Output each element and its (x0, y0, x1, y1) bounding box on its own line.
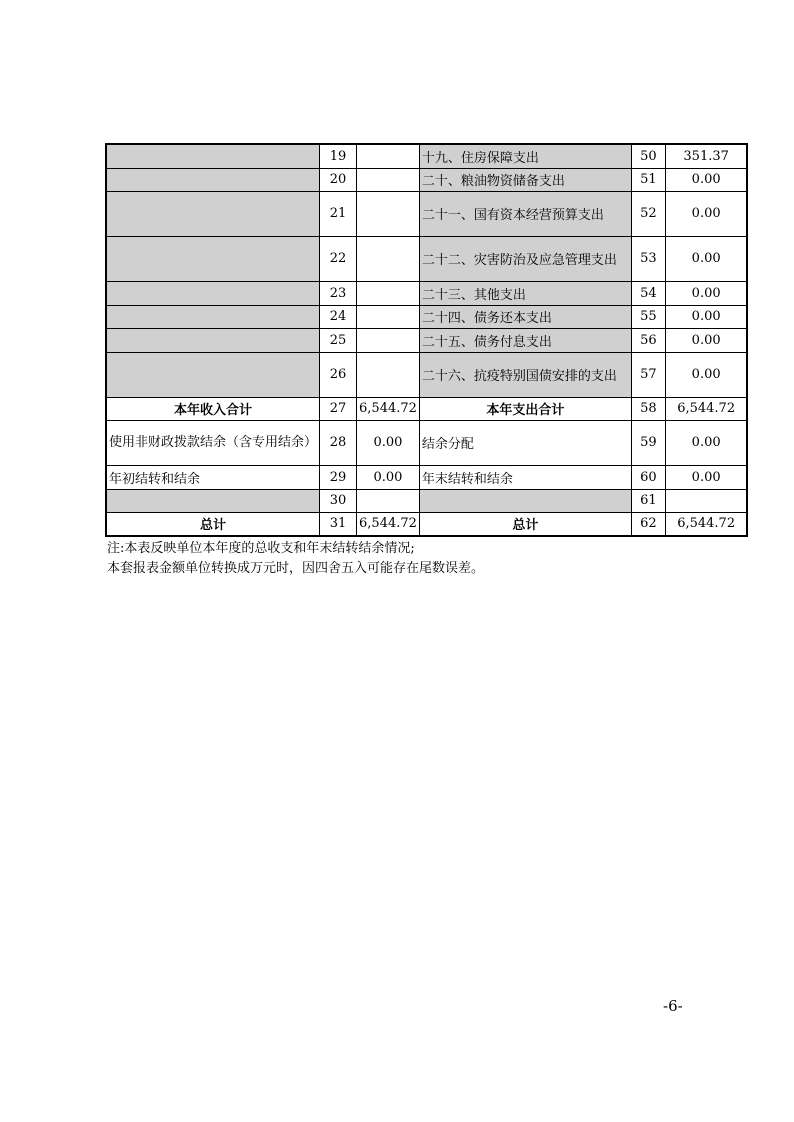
income-amount: 0.00 (357, 420, 420, 465)
income-amount: 0.00 (357, 465, 420, 489)
income-line-number: 30 (320, 489, 357, 512)
income-grand-total-label: 总计 (106, 512, 320, 536)
income-amount: 6,544.72 (357, 512, 420, 536)
income-amount: 6,544.72 (357, 397, 420, 420)
expense-item-label: 二十五、债务付息支出 (419, 328, 631, 352)
income-line-number: 25 (320, 328, 357, 352)
table-notes (107, 539, 484, 579)
expense-amount: 0.00 (665, 465, 747, 489)
income-line-number: 28 (320, 420, 357, 465)
income-item-label: 年初结转和结余 (106, 465, 320, 489)
income-line-number: 26 (320, 352, 357, 397)
income-amount (357, 305, 420, 328)
expense-amount: 351.37 (665, 144, 747, 168)
income-item-cell (106, 191, 320, 236)
income-amount (357, 352, 420, 397)
expense-item-label (419, 489, 631, 512)
income-item-cell (106, 144, 320, 168)
expense-total-label: 本年支出合计 (419, 397, 631, 420)
income-line-number: 22 (320, 236, 357, 281)
table-row (106, 328, 747, 352)
expense-amount: 6,544.72 (665, 512, 747, 536)
income-item-cell (106, 489, 320, 512)
expense-grand-total-label: 总计 (419, 512, 631, 536)
income-line-number: 19 (320, 144, 357, 168)
expense-line-number: 61 (631, 489, 665, 512)
income-item-cell (106, 328, 320, 352)
expense-line-number: 62 (631, 512, 665, 536)
income-line-number: 23 (320, 281, 357, 305)
expense-line-number: 55 (631, 305, 665, 328)
income-item-cell (106, 305, 320, 328)
expense-item-label: 十九、住房保障支出 (419, 144, 631, 168)
income-line-number: 21 (320, 191, 357, 236)
table-row (106, 168, 747, 191)
income-amount (357, 168, 420, 191)
expense-item-label: 二十一、国有资本经营预算支出 (419, 191, 631, 236)
expense-item-label: 二十、粮油物资储备支出 (419, 168, 631, 191)
expense-amount: 0.00 (665, 281, 747, 305)
expense-line-number: 59 (631, 420, 665, 465)
income-item-cell (106, 168, 320, 191)
table-row (106, 352, 747, 397)
expense-amount: 0.00 (665, 328, 747, 352)
expense-line-number: 57 (631, 352, 665, 397)
expense-line-number: 56 (631, 328, 665, 352)
income-amount (357, 328, 420, 352)
expense-item-label: 二十六、抗疫特别国债安排的支出 (419, 352, 631, 397)
note-line: 本套报表金额单位转换成万元时，因四舍五入可能存在尾数误差。 (107, 561, 485, 576)
expense-line-number: 53 (631, 236, 665, 281)
expense-amount: 0.00 (665, 191, 747, 236)
income-line-number: 27 (320, 397, 357, 420)
table-row (106, 397, 747, 420)
table-row (106, 191, 747, 236)
expense-item-label: 年末结转和结余 (419, 465, 631, 489)
table-row (106, 305, 747, 328)
expense-line-number: 52 (631, 191, 665, 236)
expense-line-number: 51 (631, 168, 665, 191)
expense-item-label: 二十二、灾害防治及应急管理支出 (419, 236, 631, 281)
income-amount (357, 281, 420, 305)
expense-amount: 0.00 (665, 352, 747, 397)
page-number: -6- (663, 997, 683, 1015)
income-item-cell (106, 352, 320, 397)
income-total-label: 本年收入合计 (106, 397, 320, 420)
note-line: 注:本表反映单位本年度的总收支和年末结转结余情况; (107, 541, 415, 556)
expense-amount (665, 489, 747, 512)
expense-amount: 6,544.72 (665, 397, 747, 420)
table-row (106, 236, 747, 281)
expense-amount: 0.00 (665, 420, 747, 465)
table-row (106, 420, 747, 465)
expense-item-label: 二十三、其他支出 (419, 281, 631, 305)
table-row (106, 281, 747, 305)
income-item-cell (106, 236, 320, 281)
financial-report-table (105, 143, 748, 537)
expense-item-label: 结余分配 (419, 420, 631, 465)
expense-line-number: 60 (631, 465, 665, 489)
expense-line-number: 50 (631, 144, 665, 168)
income-line-number: 31 (320, 512, 357, 536)
income-amount (357, 191, 420, 236)
income-amount (357, 144, 420, 168)
table-row (106, 489, 747, 512)
income-item-cell (106, 281, 320, 305)
table-row (106, 144, 747, 168)
income-amount (357, 236, 420, 281)
table-row (106, 512, 747, 536)
expense-line-number: 54 (631, 281, 665, 305)
income-amount (357, 489, 420, 512)
expense-amount: 0.00 (665, 236, 747, 281)
income-line-number: 29 (320, 465, 357, 489)
table-row (106, 465, 747, 489)
income-line-number: 24 (320, 305, 357, 328)
expense-line-number: 58 (631, 397, 665, 420)
expense-amount: 0.00 (665, 168, 747, 191)
expense-amount: 0.00 (665, 305, 747, 328)
income-item-label: 使用非财政拨款结余（含专用结余） (106, 420, 320, 465)
expense-item-label: 二十四、债务还本支出 (419, 305, 631, 328)
income-line-number: 20 (320, 168, 357, 191)
